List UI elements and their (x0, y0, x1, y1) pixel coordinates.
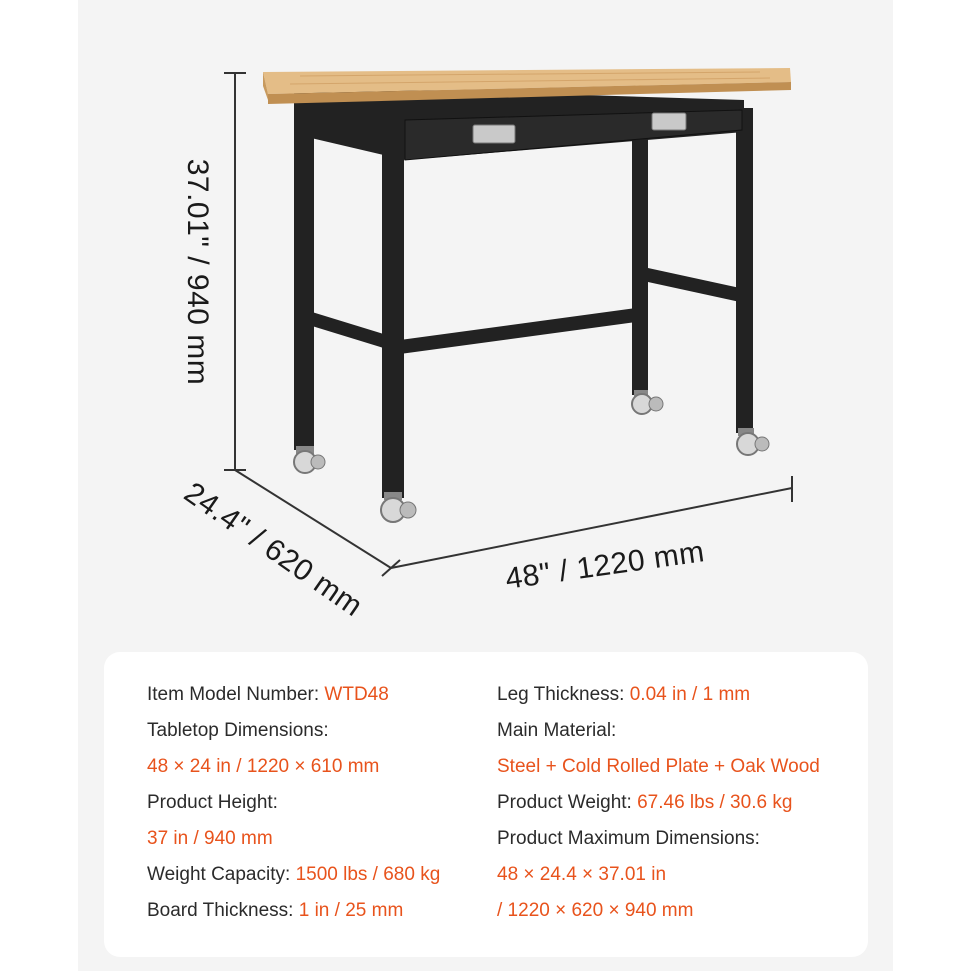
spec-value: 48 × 24.4 × 37.01 in (497, 864, 667, 885)
spec-label: Leg Thickness: (497, 684, 625, 705)
spec-material-value (497, 756, 820, 778)
spec-material-label: Main Material: (497, 720, 617, 741)
height-dimension-label: 37.01" / 940 mm (181, 158, 214, 386)
spec-label: Product Weight: (497, 792, 632, 813)
spec-leg-thickness (497, 684, 750, 706)
spec-value: 37 in / 940 mm (147, 828, 273, 849)
spec-weight-capacity (147, 864, 440, 886)
width-dimension-label: 48" / 1220 mm (503, 535, 707, 596)
spec-label: Weight Capacity: (147, 864, 291, 885)
spec-value: 1 in / 25 mm (298, 900, 404, 921)
spec-height-value (147, 828, 273, 850)
caster-wheel-icon (294, 446, 325, 473)
caster-wheel-icon (632, 390, 663, 414)
drawer-handle-icon (473, 125, 515, 143)
spec-tabletop-label: Tabletop Dimensions: (147, 720, 329, 741)
caster-wheel-icon (737, 428, 769, 455)
spec-max-dimensions-value-mm (497, 900, 693, 922)
spec-value: / 1220 × 620 × 940 mm (497, 900, 694, 921)
spec-tabletop-value (147, 756, 379, 778)
caster-wheels (294, 390, 769, 522)
spec-value: 67.46 lbs / 30.6 kg (637, 792, 793, 813)
drawer-handle-icon (652, 113, 686, 130)
spec-max-dimensions-label: Product Maximum Dimensions: (497, 828, 760, 849)
spec-max-dimensions-value-in (497, 864, 666, 886)
specifications-card (104, 652, 868, 957)
spec-board-thickness (147, 900, 403, 922)
spec-height-label: Product Height: (147, 792, 278, 813)
spec-label: Board Thickness: (147, 900, 294, 921)
spec-value: WTD48 (324, 684, 389, 705)
spec-model-number (147, 684, 389, 706)
spec-product-weight (497, 792, 792, 814)
spec-value: 48 × 24 in / 1220 × 610 mm (147, 756, 380, 777)
caster-wheel-icon (381, 492, 416, 522)
spec-value: 0.04 in / 1 mm (629, 684, 751, 705)
spec-label: Item Model Number: (147, 684, 320, 705)
spec-value: Steel + Cold Rolled Plate + Oak Wood (497, 756, 820, 777)
spec-value: 1500 lbs / 680 kg (295, 864, 441, 885)
depth-dimension-label: 24.4" / 620 mm (178, 476, 369, 624)
